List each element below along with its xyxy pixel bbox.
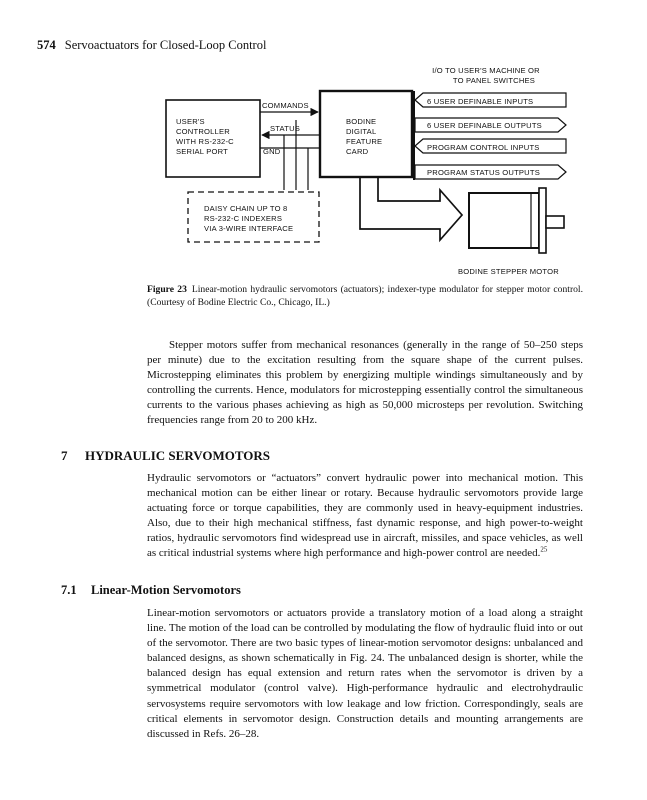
subsection-title: Linear-Motion Servomotors: [91, 583, 241, 597]
figure-caption-text: Linear-motion hydraulic servomotors (actuators); indexer-type modulator for stepper motor control. (Courtesy of Bodine Electric Co., Chicago, IL.): [147, 284, 583, 308]
feature-card-line-4: CARD: [346, 147, 369, 156]
reference-superscript: 25: [540, 545, 548, 554]
paragraph-hydraulic-servomotors: [147, 471, 583, 562]
running-head-title: Servoactuators for Closed-Loop Control: [64, 38, 267, 52]
daisy-chain-line-1: DAISY CHAIN UP TO 8: [204, 204, 288, 213]
commands-label: COMMANDS: [262, 101, 309, 110]
feature-card-line-3: FEATURE: [346, 137, 383, 146]
daisy-chain-line-3: VIA 3-WIRE INTERFACE: [204, 224, 294, 233]
stepper-motor-flange: [539, 188, 546, 253]
user-controller-line-2: CONTROLLER: [176, 127, 230, 136]
block-diagram: [0, 0, 647, 282]
subsection-number: 7.1: [61, 583, 77, 597]
motor-drive-arrow: [360, 177, 462, 240]
section-heading-7-1: [61, 583, 241, 598]
paragraph-hydraulic-text: Hydraulic servomotors or “actuators” convert hydraulic power into mechanical motion. This mechanical motion can be either linear or rotary. Because hydraulic servomotors provide large actuating force or torque capabilities, they are commonly used in heavy-equipment industries. Also, due to their high mechanical stiffness, fast dynamic response, and high power-to-weight ratios, hydraulic servomotors find widespread use in aircraft, missiles, and space vehicles, as well as critical industrial systems where high performance and high-power control are needed.: [147, 472, 583, 560]
user-controller-line-1: USER'S: [176, 117, 205, 126]
status-label: STATUS: [270, 124, 301, 133]
stepper-motor-shaft: [546, 216, 564, 228]
section-heading-7: [61, 448, 270, 464]
user-controller-line-3: WITH RS-232-C: [176, 137, 234, 146]
figure-label: Figure 23: [147, 284, 187, 295]
section-title: HYDRAULIC SERVOMOTORS: [85, 448, 271, 463]
io-header-line-1: I/O TO USER'S MACHINE OR: [432, 66, 540, 75]
io-label-inputs: 6 USER DEFINABLE INPUTS: [427, 97, 534, 106]
io-label-outputs: 6 USER DEFINABLE OUTPUTS: [427, 121, 542, 130]
paragraph-linear-motion: Linear-motion servomotors or actuators provide a translatory motion of a load along a straight line. The motion of the load can be controlled by modulating the flow of hydraulic fluid into or out of the servomotor. There are two basic types of linear-motion servomotor designs: unbalanced and balanced designs, as shown schematically in Fig. 24. The unbalanced design is shorter, while the balanced design has equal extension and return rates when the servomotor is driven by a symmetrical modulator (control valve). High-performance hydraulic and electrohydraulic servosystems require servomotors with low leakage and low friction. Correspondingly, seals are critical elements in servomotor design. Construction details and mounting arrangements are discussed in Refs. 26–28.: [147, 607, 583, 740]
page-number: 574: [37, 38, 56, 52]
figure-caption: [147, 284, 583, 309]
io-label-control: PROGRAM CONTROL INPUTS: [427, 143, 540, 152]
stepper-motor-body: [469, 193, 539, 248]
user-controller-line-4: SERIAL PORT: [176, 147, 228, 156]
paragraph-stepper-motors: Stepper motors suffer from mechanical resonances (generally in the range of 50–250 steps per minute) due to the excitation resulting from the square shape of the current pulses. Microstepping eliminates this problem by energizing multiple windings simultaneously and by controlling the currents. Hence, modulators for microstepping essentially control the simultaneous currents to the various phases achieving as high as 50,000 microsteps per revolution. Switching frequencies range from 20 to 200 kHz.: [147, 339, 583, 427]
section-number: 7: [61, 448, 68, 463]
daisy-chain-line-2: RS-232-C INDEXERS: [204, 214, 283, 223]
feature-card-line-2: DIGITAL: [346, 127, 377, 136]
io-label-status: PROGRAM STATUS OUTPUTS: [427, 168, 540, 177]
io-header-line-2: TO PANEL SWITCHES: [452, 76, 536, 85]
gnd-label: GND: [263, 147, 281, 156]
motor-label: BODINE STEPPER MOTOR: [458, 267, 559, 276]
feature-card-line-1: BODINE: [346, 117, 377, 126]
